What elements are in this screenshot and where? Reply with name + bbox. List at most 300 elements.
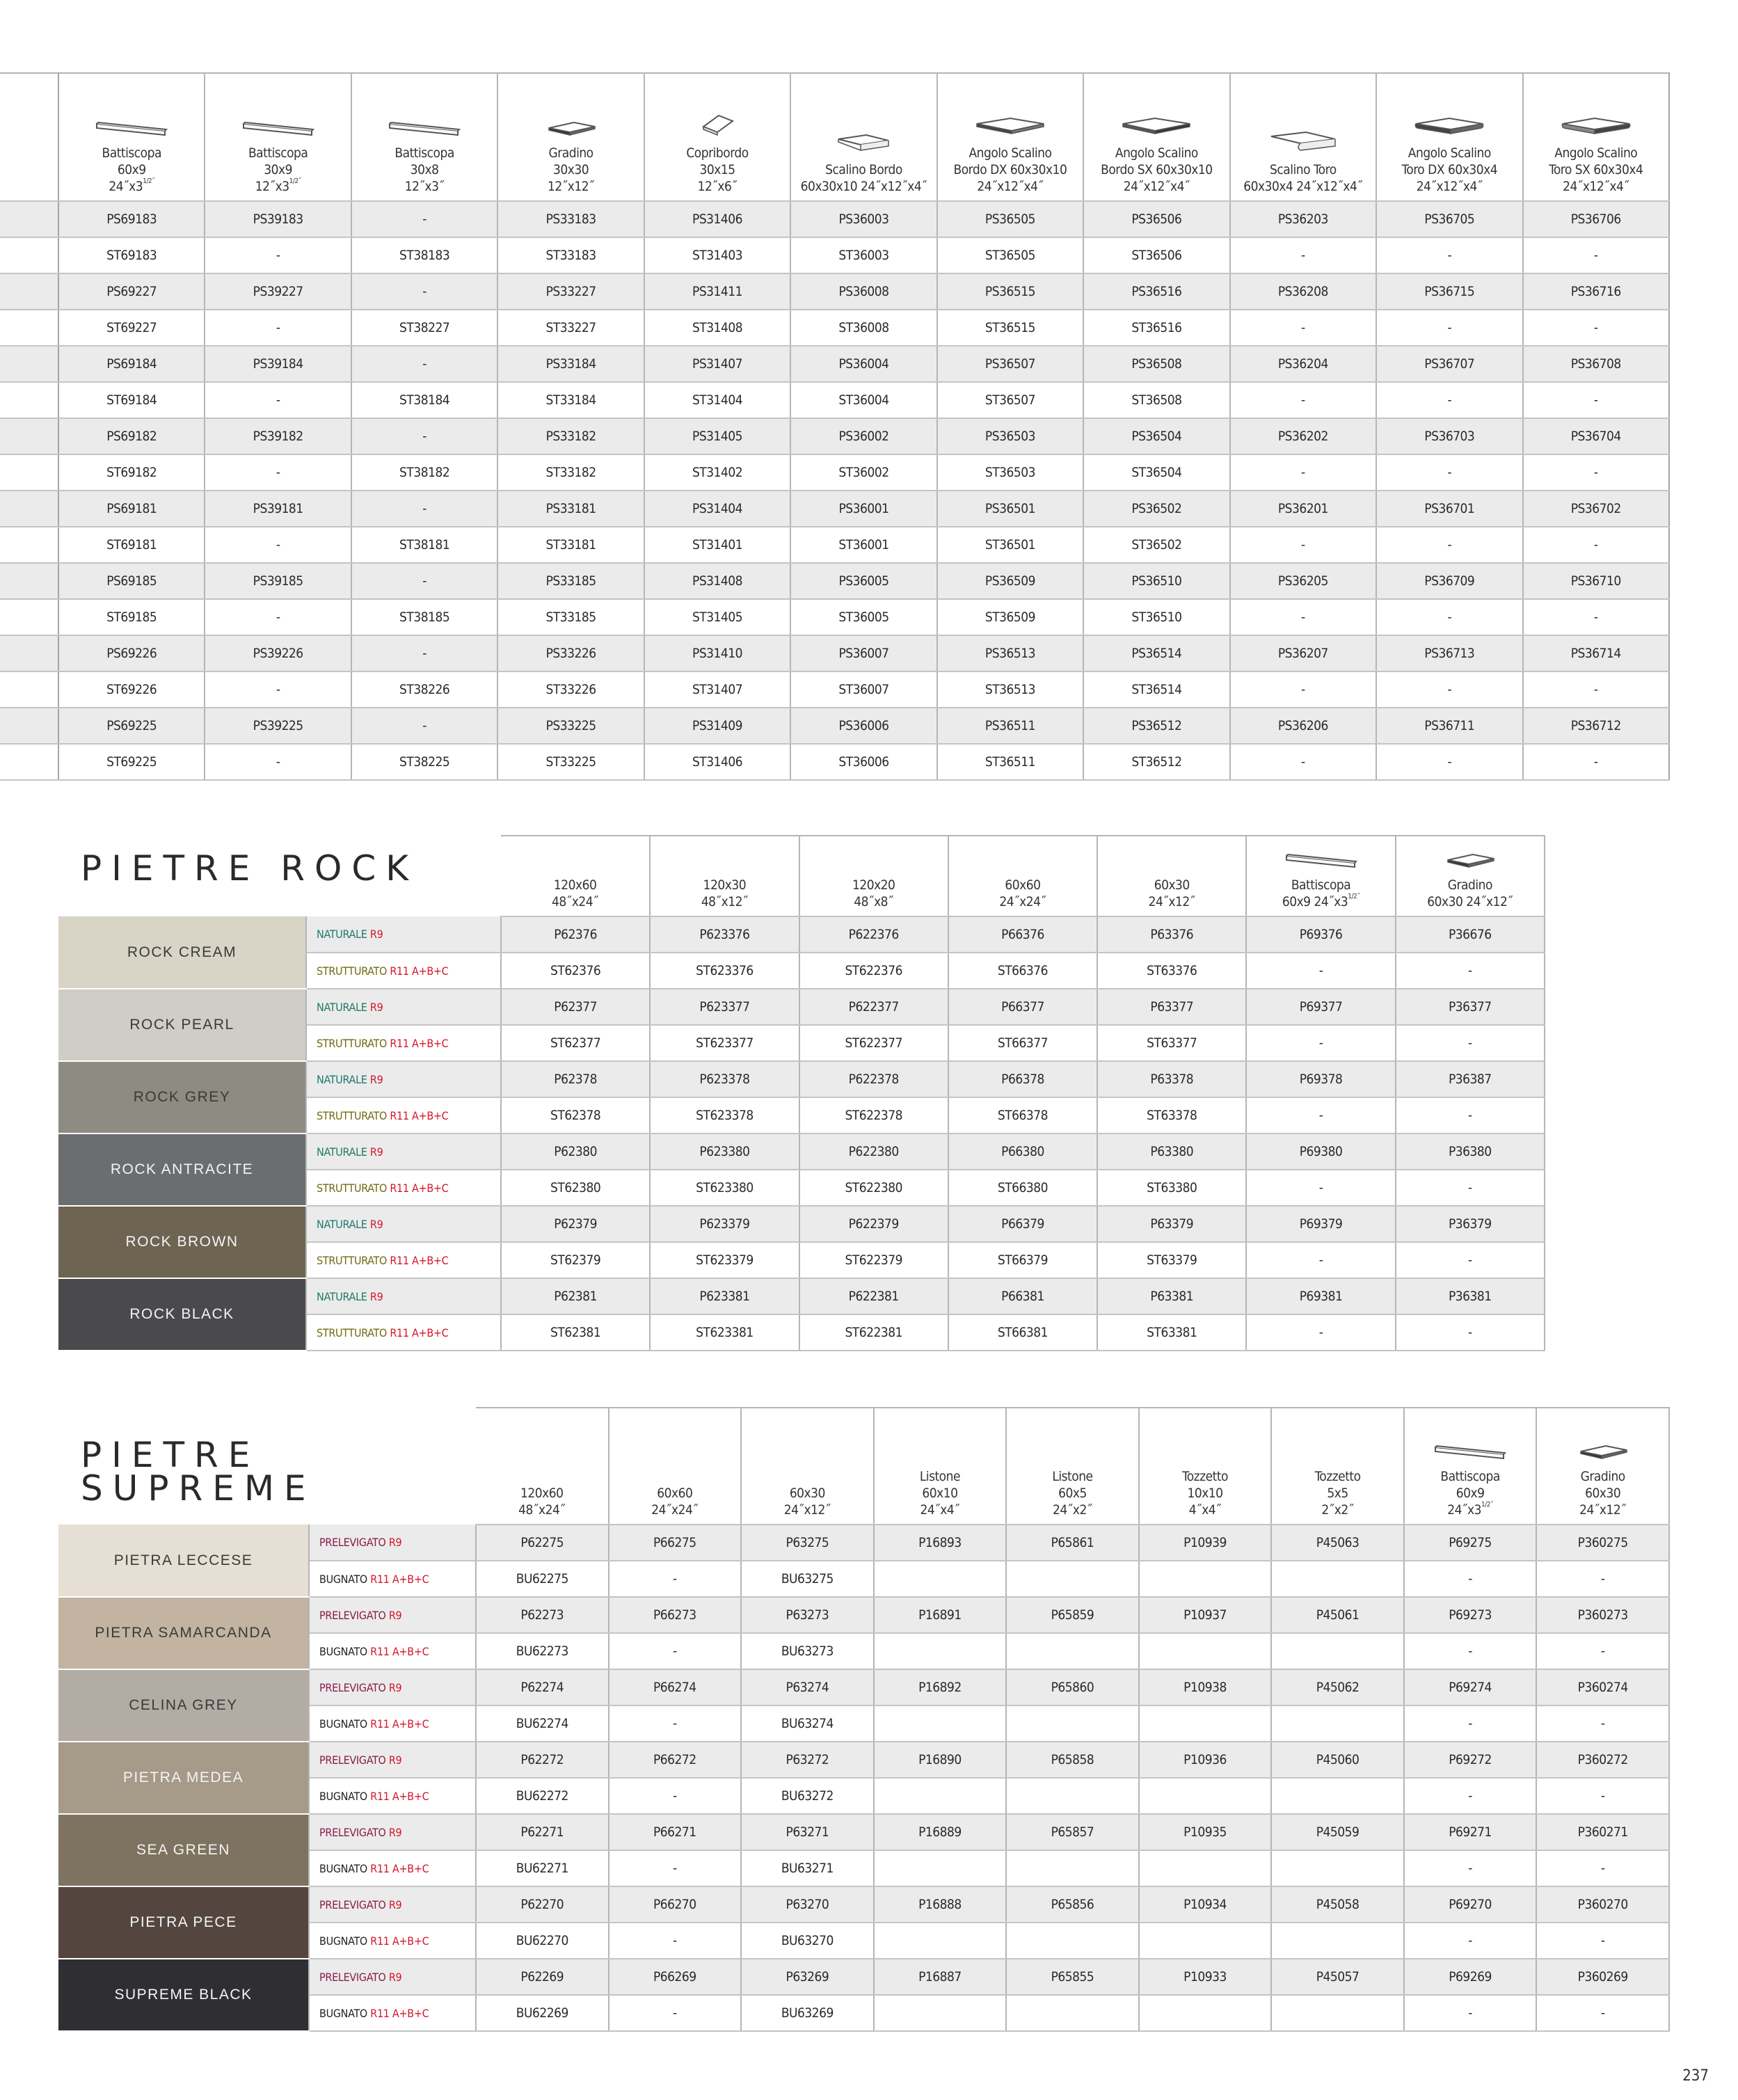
col-name: Battiscopa	[1440, 1469, 1500, 1484]
finish-name: NATURALE	[317, 1289, 367, 1303]
table-row	[0, 418, 1669, 454]
row-label	[0, 744, 58, 780]
product-code: ST623376	[650, 953, 799, 989]
product-code: -	[1376, 310, 1522, 346]
col-inch: 12˝x3˝	[404, 179, 445, 194]
product-code: ST38185	[351, 599, 497, 635]
product-code: -	[1246, 1097, 1395, 1133]
product-code: PS36710	[1523, 563, 1669, 599]
finish-name: STRUTTURATO	[317, 1181, 388, 1195]
table-row	[58, 1206, 1545, 1242]
slip-grade: R9	[388, 1970, 402, 1984]
product-code: -	[351, 201, 497, 237]
product-code: P62381	[501, 1278, 650, 1314]
product-code: P62379	[501, 1206, 650, 1242]
col-name: Angolo Scalino	[968, 145, 1052, 161]
acc-col-header-6	[937, 73, 1083, 201]
product-code: PS31406	[644, 201, 790, 237]
product-code: -	[1523, 527, 1669, 563]
finish-name: BUGNATO	[319, 1934, 367, 1948]
product-code: PS69181	[58, 491, 205, 527]
product-code	[1006, 1995, 1139, 2031]
product-code: ST36511	[937, 744, 1083, 780]
product-code: ST69185	[58, 599, 205, 635]
product-code: ST622377	[799, 1025, 948, 1061]
product-code: -	[205, 310, 351, 346]
product-code: P66380	[948, 1133, 1097, 1170]
product-code: BU63269	[741, 1995, 874, 2031]
angolo-dx-icon	[938, 116, 1083, 141]
product-code: PS33181	[497, 491, 644, 527]
product-code: PS39185	[205, 563, 351, 599]
col-inch: 24˝x12˝x4˝	[1123, 179, 1190, 194]
product-code: BU63275	[741, 1561, 874, 1597]
product-code: -	[205, 671, 351, 708]
product-code	[874, 1995, 1007, 2031]
product-code: -	[1376, 237, 1522, 273]
finish-name: PRELEVIGATO	[319, 1608, 386, 1622]
product-code: P66377	[948, 989, 1097, 1025]
finish-name: BUGNATO	[319, 1861, 367, 1875]
col-inch: 24˝x12˝x4˝	[977, 179, 1044, 194]
table-row	[0, 201, 1669, 237]
table-row	[0, 744, 1669, 780]
acc-col-header-10	[1523, 73, 1669, 201]
finish-name: BUGNATO	[319, 1572, 367, 1586]
finish-label	[306, 1278, 501, 1314]
product-code	[1006, 1705, 1139, 1742]
product-code: PS33226	[497, 635, 644, 671]
product-code: P36387	[1396, 1061, 1545, 1097]
product-code: ST69227	[58, 310, 205, 346]
toro-dx-icon	[1377, 116, 1522, 141]
product-code: ST38225	[351, 744, 497, 780]
table-row	[58, 1597, 1669, 1633]
product-code: -	[1404, 1561, 1537, 1597]
product-code: PS36709	[1376, 563, 1522, 599]
product-code: ST38183	[351, 237, 497, 273]
col-inch: 24˝x12˝x4˝	[1563, 179, 1629, 194]
product-code: -	[609, 1778, 742, 1814]
table-row	[0, 382, 1669, 418]
finish-name: BUGNATO	[319, 1789, 367, 1803]
product-code: ST36505	[937, 237, 1083, 273]
gradino-icon	[498, 121, 643, 141]
product-code: PS36004	[790, 346, 936, 382]
product-code: PS33227	[497, 273, 644, 310]
product-code: -	[1536, 1705, 1669, 1742]
product-code: PS69227	[58, 273, 205, 310]
table-row	[58, 1742, 1669, 1778]
rock-table	[58, 835, 1545, 1351]
col-size: 60x5	[1058, 1486, 1087, 1501]
product-code: -	[1396, 1170, 1545, 1206]
product-code: PS36007	[790, 635, 936, 671]
product-code: -	[1396, 1242, 1545, 1278]
battiscopa-icon	[352, 121, 497, 141]
rock-col-header-4	[1097, 836, 1246, 916]
table-row	[0, 563, 1669, 599]
product-code: ST36004	[790, 382, 936, 418]
product-code: -	[1536, 1995, 1669, 2031]
product-code: -	[1230, 310, 1376, 346]
slip-grade: R9	[369, 1217, 383, 1231]
product-code: P62269	[476, 1959, 609, 1995]
product-code: BU63271	[741, 1850, 874, 1886]
scalino-toro-icon	[1231, 129, 1376, 157]
product-code: -	[205, 237, 351, 273]
product-code: PS36204	[1230, 346, 1376, 382]
rock-col-header-2	[799, 836, 948, 916]
product-code: P63274	[741, 1669, 874, 1705]
product-code: P16892	[874, 1669, 1007, 1705]
color-swatch: ROCK CREAM	[58, 916, 306, 989]
col-size: 60x30	[1154, 877, 1190, 893]
product-code: -	[1536, 1633, 1669, 1669]
product-code: P360272	[1536, 1742, 1669, 1778]
product-code: ST69183	[58, 237, 205, 273]
table-row	[58, 1133, 1545, 1170]
product-code: PS36208	[1230, 273, 1376, 310]
product-code: ST36008	[790, 310, 936, 346]
product-code: P10937	[1139, 1597, 1272, 1633]
angolo-sx-icon	[1084, 116, 1229, 141]
product-code: P62274	[476, 1669, 609, 1705]
product-code: -	[609, 1705, 742, 1742]
slip-grade: R9	[369, 928, 383, 941]
col-size: 60x60	[657, 1486, 693, 1501]
product-code: -	[1523, 237, 1669, 273]
color-swatch: ROCK BROWN	[58, 1206, 306, 1278]
product-code: P63272	[741, 1742, 874, 1778]
finish-label	[306, 1097, 501, 1133]
product-code: P16890	[874, 1742, 1007, 1778]
product-code: P65855	[1006, 1959, 1139, 1995]
product-code: PS36708	[1523, 346, 1669, 382]
product-code: -	[609, 1633, 742, 1669]
product-code: ST36510	[1083, 599, 1229, 635]
product-code: P66273	[609, 1597, 742, 1633]
product-code	[874, 1850, 1007, 1886]
col-size: Bordo DX 60x30x10	[953, 162, 1067, 177]
product-code: PS36716	[1523, 273, 1669, 310]
battiscopa-icon	[59, 121, 204, 141]
gradino-icon	[1537, 1445, 1668, 1464]
product-code: PS31409	[644, 708, 790, 744]
product-code: P36381	[1396, 1278, 1545, 1314]
product-code: PS36510	[1083, 563, 1229, 599]
row-label	[0, 237, 58, 273]
col-inch: 24˝x24˝	[651, 1502, 699, 1518]
finish-name: PRELEVIGATO	[319, 1898, 386, 1911]
supreme-title-line1: PIETRE	[81, 1435, 260, 1475]
product-code: P623378	[650, 1061, 799, 1097]
product-code: ST33227	[497, 310, 644, 346]
product-code: P66376	[948, 916, 1097, 953]
product-code	[1271, 1778, 1404, 1814]
col-size: 30x9	[264, 162, 293, 177]
product-code: ST66380	[948, 1170, 1097, 1206]
product-code: -	[351, 563, 497, 599]
product-code: ST36509	[937, 599, 1083, 635]
product-code: P622381	[799, 1278, 948, 1314]
product-code: -	[1404, 1705, 1537, 1742]
table-row	[58, 1278, 1545, 1314]
product-code: -	[1230, 744, 1376, 780]
product-code	[1271, 1850, 1404, 1886]
col-inch: 2˝x2˝	[1321, 1502, 1354, 1518]
product-code: PS39225	[205, 708, 351, 744]
finish-label	[306, 953, 501, 989]
product-code	[1271, 1705, 1404, 1742]
product-code: P36676	[1396, 916, 1545, 953]
col-size: 60x60	[1005, 877, 1041, 893]
product-code: PS36003	[790, 201, 936, 237]
slip-grade: R11 A+B+C	[390, 1108, 449, 1122]
product-code: P62380	[501, 1133, 650, 1170]
product-code: ST36006	[790, 744, 936, 780]
col-inch: 60x9 $24˝x3^{1/2˝}$	[1282, 893, 1360, 909]
product-code: PS36206	[1230, 708, 1376, 744]
finish-name: NATURALE	[317, 1145, 367, 1159]
product-code: P622377	[799, 989, 948, 1025]
finish-label	[309, 1597, 476, 1633]
product-code: PS39226	[205, 635, 351, 671]
product-code: ST623381	[650, 1314, 799, 1351]
product-code: PS36502	[1083, 491, 1229, 527]
color-swatch: SUPREME BLACK	[58, 1959, 309, 2031]
acc-col-header-4	[644, 73, 790, 201]
product-code: P623381	[650, 1278, 799, 1314]
col-size: Toro SX 60x30x4	[1549, 162, 1643, 177]
col-inch: 48˝x8˝	[854, 894, 894, 909]
product-code: -	[1376, 599, 1522, 635]
row-label	[0, 563, 58, 599]
product-code: ST33226	[497, 671, 644, 708]
product-code: ST622380	[799, 1170, 948, 1206]
product-code: PS69182	[58, 418, 205, 454]
product-code: PS36705	[1376, 201, 1522, 237]
product-code: -	[1246, 1242, 1395, 1278]
finish-name: BUGNATO	[319, 1644, 367, 1658]
product-code: ST38181	[351, 527, 497, 563]
col-name: Listone	[919, 1469, 960, 1484]
product-code: ST36001	[790, 527, 936, 563]
product-code: P16889	[874, 1814, 1007, 1850]
product-code: P69378	[1246, 1061, 1395, 1097]
product-code: P62270	[476, 1886, 609, 1923]
product-code: ST36003	[790, 237, 936, 273]
product-code: -	[609, 1995, 742, 2031]
product-code: -	[1523, 454, 1669, 491]
product-code: P63379	[1097, 1206, 1246, 1242]
product-code: P69376	[1246, 916, 1395, 953]
product-code: -	[1404, 1923, 1537, 1959]
supreme-col-header-8	[1536, 1408, 1669, 1525]
finish-name: PRELEVIGATO	[319, 1680, 386, 1694]
table-row	[58, 989, 1545, 1025]
finish-label	[309, 1633, 476, 1669]
product-code: -	[1536, 1561, 1669, 1597]
finish-label	[309, 1778, 476, 1814]
product-code	[1139, 1778, 1272, 1814]
product-code: P360273	[1536, 1597, 1669, 1633]
color-swatch: PIETRA PECE	[58, 1886, 309, 1959]
row-label	[0, 273, 58, 310]
row-label	[0, 708, 58, 744]
product-code: ST622379	[799, 1242, 948, 1278]
table-row	[0, 237, 1669, 273]
rock-col-header-5	[1246, 836, 1395, 916]
product-code	[1006, 1778, 1139, 1814]
slip-grade: R11 A+B+C	[390, 1036, 449, 1050]
product-code: ST66379	[948, 1242, 1097, 1278]
scalino-bordo-icon	[791, 132, 936, 157]
product-code: -	[351, 635, 497, 671]
product-code: BU63273	[741, 1633, 874, 1669]
product-code: P66381	[948, 1278, 1097, 1314]
col-size: Scalino Toro	[1270, 162, 1337, 177]
product-code: ST66381	[948, 1314, 1097, 1351]
product-code: -	[1523, 310, 1669, 346]
finish-name: BUGNATO	[319, 1717, 367, 1731]
product-code: -	[1523, 671, 1669, 708]
product-code: ST62381	[501, 1314, 650, 1351]
product-code: ST31401	[644, 527, 790, 563]
product-code	[1139, 1633, 1272, 1669]
product-code: ST38227	[351, 310, 497, 346]
col-inch: 60x30x4 24˝x12˝x4˝	[1243, 179, 1363, 194]
product-code: ST36007	[790, 671, 936, 708]
row-label	[0, 671, 58, 708]
product-code: PS36002	[790, 418, 936, 454]
row-label	[0, 635, 58, 671]
product-code: ST33182	[497, 454, 644, 491]
product-code: PS69226	[58, 635, 205, 671]
product-code: ST62379	[501, 1242, 650, 1278]
product-code: PS36505	[937, 201, 1083, 237]
product-code: ST36005	[790, 599, 936, 635]
product-code: ST31405	[644, 599, 790, 635]
product-code: PS36508	[1083, 346, 1229, 382]
product-code: -	[1404, 1633, 1537, 1669]
product-code: P62377	[501, 989, 650, 1025]
product-code: BU62273	[476, 1633, 609, 1669]
col-inch: $24˝x3^{1/2˝}$	[1447, 1501, 1493, 1518]
table-row	[58, 1814, 1669, 1850]
product-code: -	[1376, 744, 1522, 780]
product-code: P62378	[501, 1061, 650, 1097]
product-code: ST36513	[937, 671, 1083, 708]
col-inch: 24˝x12˝	[1148, 894, 1195, 909]
product-code: -	[351, 708, 497, 744]
product-code: PS36006	[790, 708, 936, 744]
slip-grade: R9	[388, 1608, 402, 1622]
slip-grade: R9	[388, 1536, 402, 1549]
product-code	[874, 1923, 1007, 1959]
product-code: PS36701	[1376, 491, 1522, 527]
supreme-col-header-3	[874, 1408, 1007, 1525]
product-code: P66271	[609, 1814, 742, 1850]
product-code: P45062	[1271, 1669, 1404, 1705]
acc-col-header-3	[497, 73, 644, 201]
col-inch: 4˝x4˝	[1188, 1502, 1222, 1518]
product-code: BU62272	[476, 1778, 609, 1814]
supreme-col-header-2	[741, 1408, 874, 1525]
product-code: P10939	[1139, 1525, 1272, 1561]
rock-col-header-1	[650, 836, 799, 916]
finish-name: NATURALE	[317, 1072, 367, 1086]
product-code: PS36501	[937, 491, 1083, 527]
product-code: BU63274	[741, 1705, 874, 1742]
product-code: PS39182	[205, 418, 351, 454]
product-code: -	[1376, 382, 1522, 418]
product-code: -	[1376, 454, 1522, 491]
slip-grade: R11 A+B+C	[370, 1789, 429, 1803]
slip-grade: R11 A+B+C	[390, 1326, 449, 1339]
product-code: PS69225	[58, 708, 205, 744]
product-code	[1271, 1561, 1404, 1597]
row-label	[0, 491, 58, 527]
product-code: -	[1230, 237, 1376, 273]
product-code: PS36513	[937, 635, 1083, 671]
product-code: P360275	[1536, 1525, 1669, 1561]
table-row	[0, 273, 1669, 310]
product-code: ST623377	[650, 1025, 799, 1061]
product-code: P622376	[799, 916, 948, 953]
slip-grade: R9	[369, 1289, 383, 1303]
col-inch: 24˝x12˝x4˝	[1416, 179, 1483, 194]
product-code: P66275	[609, 1525, 742, 1561]
product-code: P65861	[1006, 1525, 1139, 1561]
col-name: Battiscopa	[248, 145, 308, 161]
product-code: -	[1246, 1170, 1395, 1206]
product-code: P63377	[1097, 989, 1246, 1025]
product-code: P63275	[741, 1525, 874, 1561]
product-code: -	[1230, 671, 1376, 708]
product-code: P69273	[1404, 1597, 1537, 1633]
product-code	[874, 1633, 1007, 1669]
product-code: P66272	[609, 1742, 742, 1778]
product-code: P10935	[1139, 1814, 1272, 1850]
product-code: ST33184	[497, 382, 644, 418]
product-code: PS36703	[1376, 418, 1522, 454]
color-swatch: SEA GREEN	[58, 1814, 309, 1886]
product-code: ST31406	[644, 744, 790, 780]
product-code: PS36707	[1376, 346, 1522, 382]
product-code: -	[351, 491, 497, 527]
table-row	[58, 1061, 1545, 1097]
col-inch: 24˝x12˝	[783, 1502, 831, 1518]
product-code: P45057	[1271, 1959, 1404, 1995]
product-code: -	[205, 744, 351, 780]
product-code: PS36203	[1230, 201, 1376, 237]
product-code: -	[609, 1850, 742, 1886]
product-code: PS36008	[790, 273, 936, 310]
product-code: ST36506	[1083, 237, 1229, 273]
product-code: P63270	[741, 1886, 874, 1923]
product-code: PS36714	[1523, 635, 1669, 671]
product-code: ST31402	[644, 454, 790, 491]
col-name: Tozzetto	[1182, 1469, 1228, 1484]
product-code: PS36512	[1083, 708, 1229, 744]
finish-label	[309, 1814, 476, 1850]
product-code: -	[1404, 1995, 1537, 2031]
finish-label	[309, 1561, 476, 1597]
finish-label	[306, 1061, 501, 1097]
product-code: PS36712	[1523, 708, 1669, 744]
product-code: PS36509	[937, 563, 1083, 599]
